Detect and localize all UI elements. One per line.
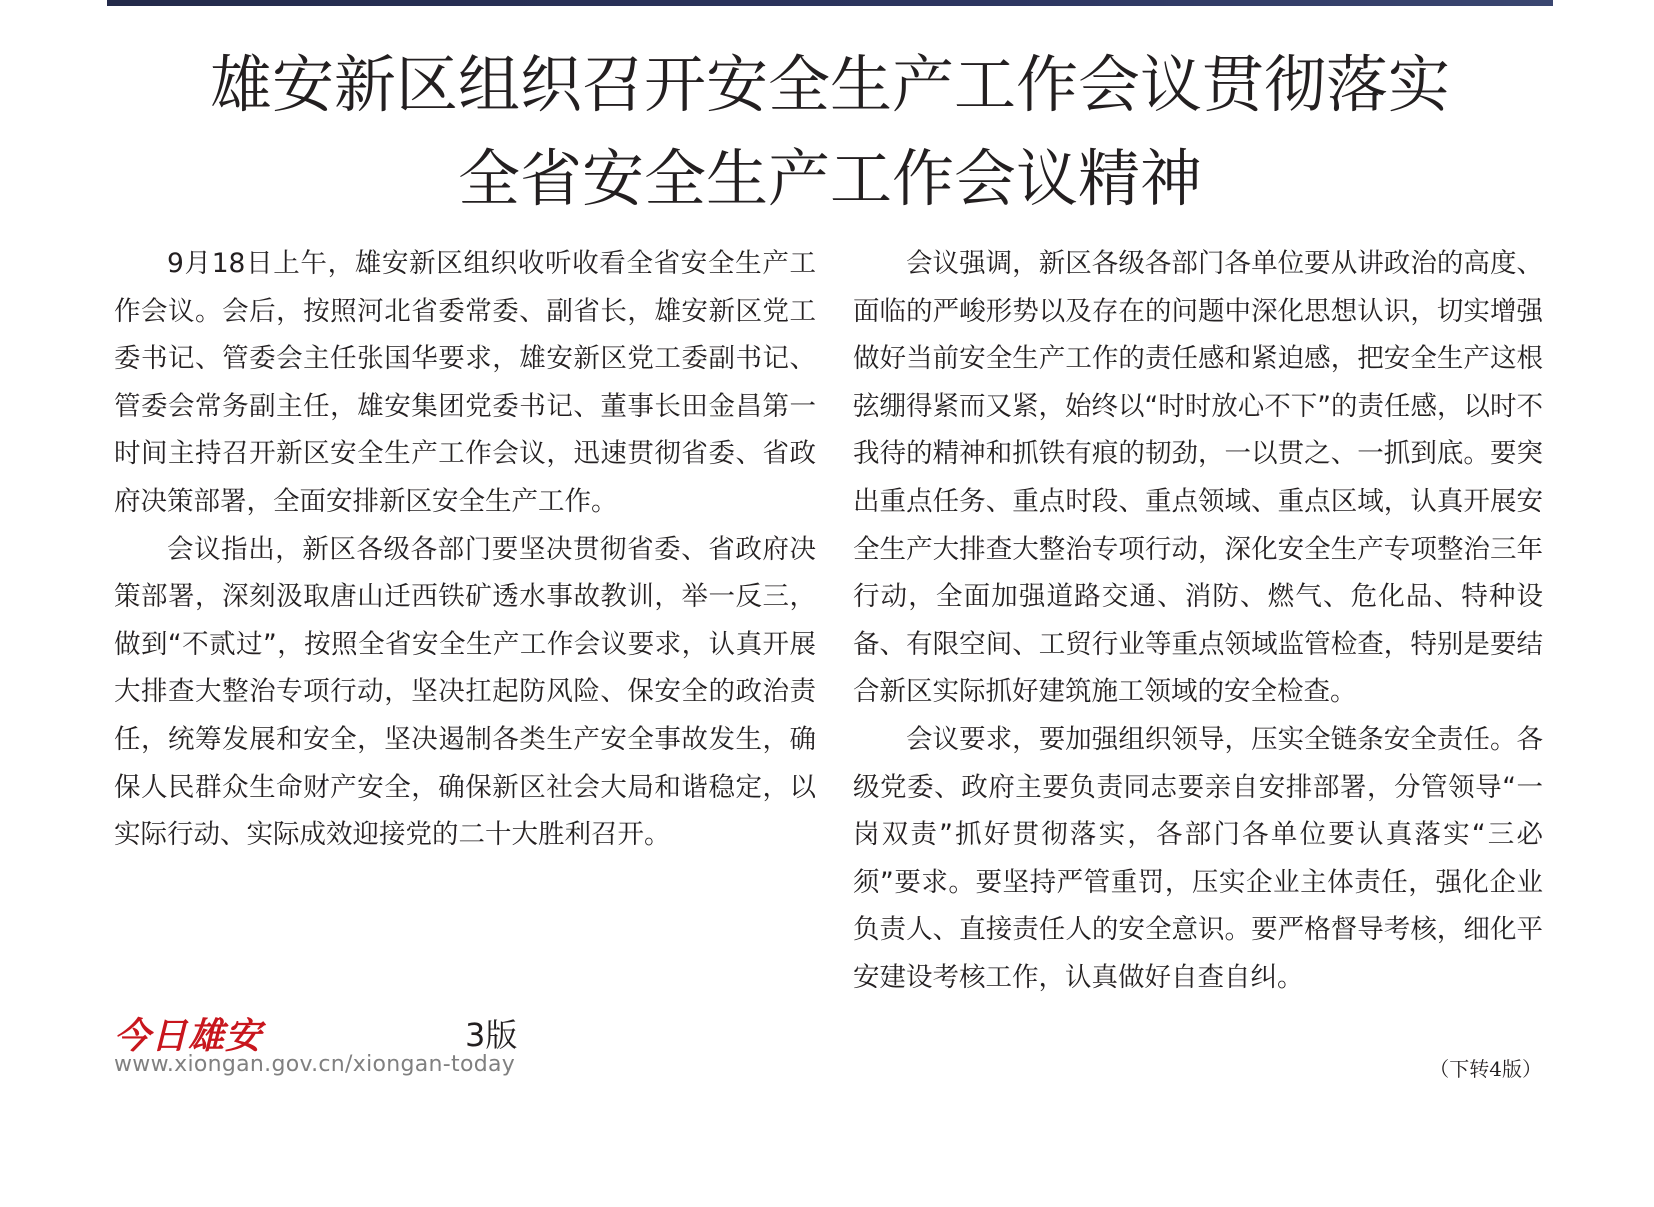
headline	[107, 38, 1553, 226]
right-column	[853, 240, 1543, 1002]
right-paragraph-1: 会议强调，新区各级各部门各单位要从讲政治的高度、面临的严峻形势以及存在的问题中深化思想认识，切实增强做好当前安全生产工作的责任感和紧迫感，把安全生产这根弦绷得紧而又紧，始终以“时时放心不下”的责任感，以时不我待的精神和抓铁有痕的韧劲，一以贯之、一抓到底。要突出重点任务、重点时段、重点领域、重点区域，认真开展安全生产大排查大整治专项行动，深化安全生产专项整治三年行动，全面加强道路交通、消防、燃气、危化品、特种设备、有限空间、工贸行业等重点领域监管检查，特别是要结合新区实际抓好建筑施工领域的安全检查。	[853, 248, 1543, 708]
edition-label: 3版	[465, 1016, 518, 1054]
headline-line-1: 雄安新区组织召开安全生产工作会议贯彻落实	[209, 48, 1450, 121]
headline-line-2: 全省安全生产工作会议精神	[457, 142, 1202, 215]
top-decorative-bar	[107, 0, 1553, 6]
left-paragraph-2: 会议指出，新区各级各部门要坚决贯彻省委、省政府决策部署，深刻汲取唐山迁西铁矿透水事故教训，举一反三，做到“不贰过”，按照全省安全生产工作会议要求，认真开展大排查大整治专项行动，坚决扛起防风险、保安全的政治责任，统筹发展和安全，坚决遏制各类生产安全事故发生，确保人民群众生命财产安全，确保新区社会大局和谐稳定，以实际行动、实际成效迎接党的二十大胜利召开。	[114, 533, 816, 851]
site-url-link[interactable]: www.xiongan.gov.cn/xiongan-today	[114, 1052, 516, 1077]
continued-note: （下转4版）	[1429, 1057, 1542, 1081]
right-paragraph-2: 会议要求，要加强组织领导，压实全链条安全责任。各级党委、政府主要负责同志要亲自安排部署，分管领导“一岗双责”抓好贯彻落实，各部门各单位要认真落实“三必须”要求。要坚持严管重罚，压实企业主体责任，强化企业负责人、直接责任人的安全意识。要严格督导考核，细化平安建设考核工作，认真做好自查自纠。	[853, 723, 1543, 993]
left-paragraph-1: 9月18日上午，雄安新区组织收听收看全省安全生产工作会议。会后，按照河北省委常委、副省长，雄安新区党工委书记、管委会主任张国华要求，雄安新区党工委副书记、管委会常务副主任，雄安集团党委书记、董事长田金昌第一时间主持召开新区安全生产工作会议，迅速贯彻省委、省政府决策部署，全面安排新区安全生产工作。	[114, 248, 816, 517]
newspaper-logo: 今日雄安	[114, 1015, 263, 1057]
left-column	[114, 240, 816, 859]
